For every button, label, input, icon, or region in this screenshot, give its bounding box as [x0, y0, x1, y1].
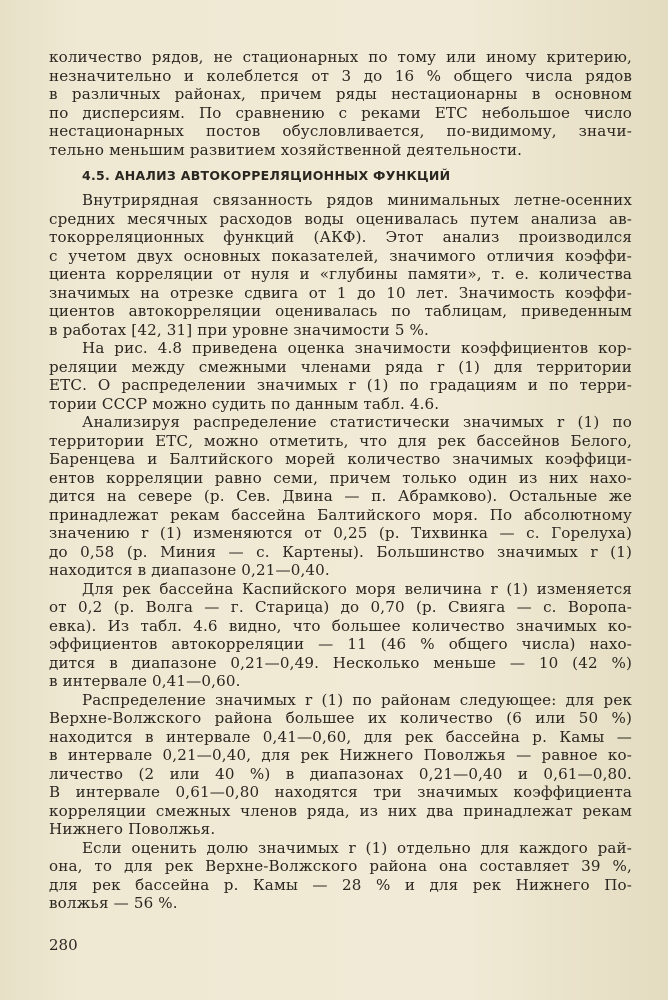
text-line: значению r (1) изменяются от 0,25 (р. Тихвинка — с. Горелуха) [49, 524, 632, 542]
text-line: по дисперсиям. По сравнению с реками ЕТС небольшое число [49, 103, 632, 122]
text-line: средних месячных расходов воды оценивалась путем анализа ав- [49, 209, 632, 228]
text-line: территории ЕТС, можно отметить, что для рек бассейнов Белого, [49, 431, 632, 450]
text-line: тельно меньшим развитием хозяйственной деятельности. [49, 140, 523, 159]
text-line: На рис. 4.8 приведена оценка значимости коэффициентов кор- [82, 339, 632, 357]
paragraph [49, 339, 632, 413]
text-line: находится в диапазоне 0,21—0,40. [49, 561, 330, 579]
text-line: количество рядов, не стационарных по тому или иному критерию, [49, 48, 632, 66]
text-line: для рек бассейна р. Камы — 28 % и для рек Нижнего По- [49, 875, 632, 894]
text-line: дится на севере (р. Сев. Двина — п. Абрамково). Остальные же [49, 487, 632, 505]
text-line: корреляции смежных членов ряда, из них два принадлежат рекам [49, 801, 632, 820]
text-line: В интервале 0,61—0,80 находятся три значимых коэффициента [49, 783, 632, 801]
text-line: ентов корреляции равно семи, причем только один из них нахо- [49, 468, 632, 487]
text-line: Распределение значимых r (1) по районам следующее: для рек [82, 690, 632, 709]
text-line: в интервале 0,41—0,60. [49, 672, 241, 690]
text-line: Внутрирядная связанность рядов минимальных летне-осенних [82, 191, 632, 209]
paragraph [49, 191, 632, 339]
paragraph [49, 580, 632, 691]
text-line: в различных районах, причем ряды нестационарны в основном [49, 85, 632, 103]
text-line: находится в интервале 0,41—0,60, для рек бассейна р. Камы — [49, 727, 632, 746]
text-line: реляции между смежными членами ряда r (1) для территории [49, 357, 632, 376]
text-line: она, то для рек Верхне-Волжского района она составляет 39 %, [49, 857, 632, 875]
text-line: Анализируя распределение статистически значимых r (1) по [82, 413, 632, 431]
text-line: ЕТС. О распределении значимых r (1) по градациям и по терри- [49, 376, 632, 394]
text-line: незначительно и колеблется от 3 до 16 % общего числа рядов [49, 66, 632, 85]
text-line: личество (2 или 40 %) в диапазонах 0,21—0,40 и 0,61—0,80. [49, 764, 632, 783]
text-line: в работах [42, 31] при уровне значимости 5 %. [49, 320, 429, 339]
text-line: значимых на отрезке сдвига от 1 до 10 лет. Значимость коэффи- [49, 283, 632, 302]
section-heading: 4.5. АНАЛИЗ АВТОКОРРЕЛЯЦИОННЫХ ФУНКЦИЙ [82, 168, 451, 183]
text-line: принадлежат рекам бассейна Балтийского моря. По абсолютному [49, 505, 632, 524]
paragraph [49, 48, 632, 159]
text-line: дится в диапазоне 0,21—0,49. Несколько меньше — 10 (42 %) [49, 653, 632, 672]
text-line: до 0,58 (р. Миния — с. Картены). Большинство значимых r (1) [49, 542, 632, 561]
text-line: токорреляционных функций (АКФ). Этот анализ производился [49, 228, 632, 246]
paragraph [49, 691, 632, 839]
text-line: Для рек бассейна Каспийского моря величина r (1) изменяется [82, 579, 632, 598]
text-line: Если оценить долю значимых r (1) отдельно для каждого рай- [82, 838, 632, 857]
text-line: евка). Из табл. 4.6 видно, что большее количество значимых ко- [49, 616, 632, 635]
page-number: 280 [49, 936, 78, 954]
text-line: с учетом двух основных показателей, значимого отличия коэффи- [49, 246, 632, 265]
paragraph [49, 839, 632, 913]
text-line: тории СССР можно судить по данным табл. 4.6. [49, 394, 440, 413]
paragraph [49, 413, 632, 580]
text-line: циентов автокорреляции оценивалась по таблицам, приведенным [49, 302, 632, 320]
text-line: волжья — 56 %. [49, 894, 178, 912]
text-line: в интервале 0,21—0,40, для рек Нижнего Поволжья — равное ко- [49, 746, 632, 764]
text-line: Верхне-Волжского района большее их количество (6 или 50 %) [49, 709, 632, 727]
text-line: Нижнего Поволжья. [49, 820, 216, 838]
text-line: нестационарных постов обусловливается, по-видимому, значи- [49, 122, 632, 140]
text-line: эффициентов автокорреляции — 11 (46 % общего числа) нахо- [49, 635, 632, 653]
text-line: циента корреляции от нуля и «глубины памяти», т. е. количества [49, 265, 632, 283]
text-column [49, 48, 632, 913]
text-line: от 0,2 (р. Волга — г. Старица) до 0,70 (р. Свияга — с. Воропа- [49, 598, 632, 616]
text-line: Баренцева и Балтийского морей количество значимых коэффици- [49, 450, 632, 468]
